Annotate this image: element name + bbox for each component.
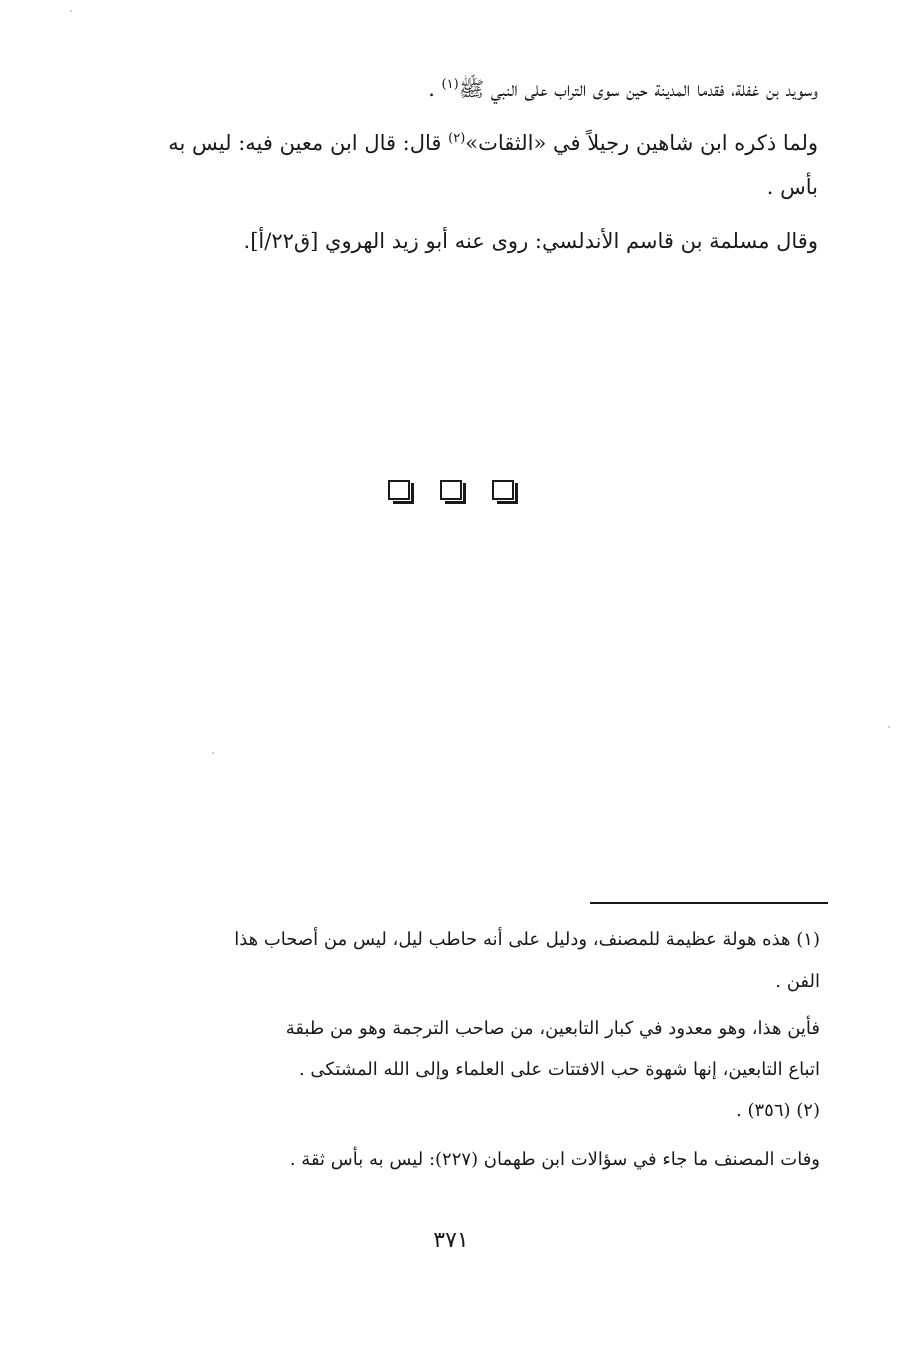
square-ornament-icon — [440, 480, 462, 500]
footnote-1-line-2: الفن . — [775, 971, 820, 992]
scan-speck — [888, 726, 890, 728]
page-number: ٣٧١ — [433, 1228, 469, 1253]
body-line-4: وقال مسلمة بن قاسم الأندلسي: روى عنه أبو زيد الهروي [ق٢٢/أ]. — [243, 229, 818, 253]
scan-speck — [70, 10, 72, 12]
square-ornament-icon — [388, 480, 410, 500]
footnote-separator-rule — [590, 902, 828, 904]
body-line-1-end: . — [428, 77, 442, 101]
footnote-1-line-3: فأين هذا، وهو معدود في كبار التابعين، من صاحب الترجمة وهو من طبقة — [285, 1018, 820, 1039]
body-line-2-end: قال: قال ابن معين فيه: ليس به — [168, 131, 449, 155]
square-ornament-icon — [492, 480, 514, 500]
body-line-3: بأس . — [766, 175, 818, 199]
footnote-1-line-4: اتباع التابعين، إنها شهوة حب الافتتات على العلماء وإلى الله المشتكى . — [298, 1059, 820, 1080]
body-line-1-text: وسويد بن غفلة، فقدما المدينة حين سوى التراب على النبي ﷺ — [458, 77, 818, 101]
footnote-2-line-2: وفات المصنف ما جاء في سؤالات ابن طهمان (٢٢٧): ليس به بأس ثقة . — [289, 1149, 820, 1170]
body-line-2 — [128, 128, 818, 158]
footnote-1-line-1: (١) هذه هولة عظيمة للمصنف، ودليل على أنه حاطب ليل، ليس من أصحاب هذا — [234, 929, 820, 950]
scan-speck — [212, 752, 214, 754]
body-line-2-text: ولما ذكره ابن شاهين رجيلاً في «الثقات» — [465, 131, 818, 155]
section-separator-ornaments — [0, 480, 902, 512]
footnote-2-line-1: (٢) (٣٥٦) . — [736, 1100, 820, 1121]
footnote-marker-2[interactable]: (٢) — [448, 131, 466, 146]
body-line-1 — [128, 74, 818, 104]
footnote-marker-1[interactable]: (١) — [441, 77, 459, 92]
